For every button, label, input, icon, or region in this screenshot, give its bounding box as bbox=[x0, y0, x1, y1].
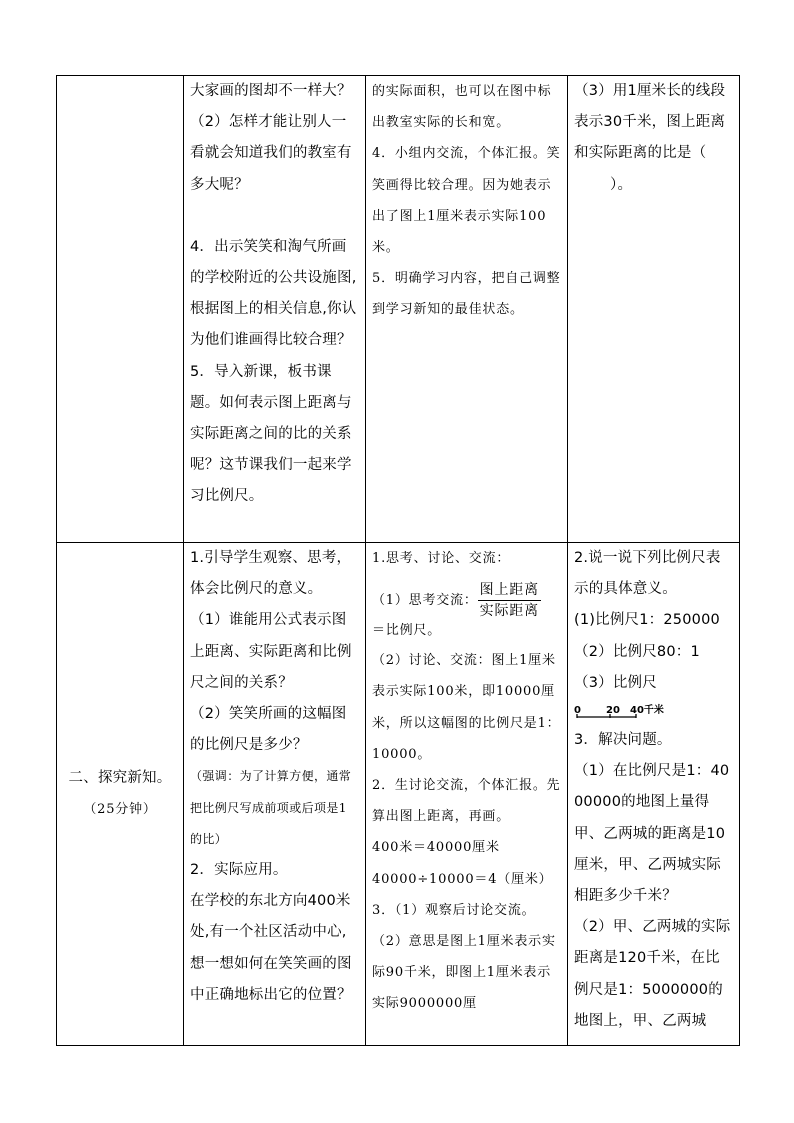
student-text: （2）讨论、交流：图上1厘米表示实际100米，即10000厘米，所以这幅图的比例尺是1：10000。 bbox=[372, 653, 561, 762]
fraction-denominator: 实际距离 bbox=[479, 603, 539, 620]
teacher-text: （2）怎样才能让别人一看就会知道我们的教室有多大呢？ bbox=[190, 114, 352, 193]
exercise-text: （2）比例尺80：1 bbox=[574, 643, 700, 660]
teacher-activity-cell bbox=[184, 543, 366, 1046]
formula-prefix: （1）思考交流： bbox=[372, 593, 478, 609]
table-row bbox=[57, 543, 740, 1046]
student-text: 400米＝40000厘米 bbox=[372, 840, 500, 856]
exercise-text-b: ）。 bbox=[610, 176, 633, 193]
stage-name: 二、探究新知。 bbox=[68, 769, 172, 786]
exercise-text-a: （3）用1厘米长的线段表示30千米，图上距离和实际距离的比是（ bbox=[574, 83, 726, 162]
exercise-cell bbox=[568, 76, 740, 543]
exercise-text: （3）比例尺 bbox=[574, 674, 657, 691]
exercise-text bbox=[574, 76, 733, 201]
line-scale bbox=[574, 699, 733, 725]
teacher-text: 在学校的东北方向400米处,有一个社区活动中心,想一想如何在笑笑画的图中正确地标出它的位置？ bbox=[190, 893, 352, 1003]
exercise-text: 3．解决问题。 bbox=[574, 732, 672, 749]
exercise-cell bbox=[568, 543, 740, 1046]
formula-line bbox=[372, 574, 561, 645]
student-activity-cell bbox=[366, 543, 568, 1046]
scale-label-0: 0 bbox=[574, 705, 581, 717]
scale-label-20: 20 bbox=[606, 705, 620, 717]
student-text: 1.思考、讨论、交流： bbox=[372, 551, 511, 566]
teacher-text: 5．导入新课，板书课题。如何表示图上距离与实际距离之间的比的关系呢？这节课我们一起来学习比例尺。 bbox=[190, 363, 352, 505]
spacer bbox=[190, 201, 359, 232]
student-text: 3．（1）观察后讨论交流。 bbox=[372, 902, 536, 918]
teacher-text: 1.引导学生观察、思考，体会比例尺的意义。 bbox=[190, 550, 352, 598]
exercise-text: (1)比例尺1：250000 bbox=[574, 612, 720, 629]
student-text: 5．明确学习内容，把自己调整到学习新知的最佳状态。 bbox=[372, 271, 561, 318]
table-row bbox=[57, 76, 740, 543]
exercise-text: （2）甲、乙两城的实际距离是120千米，在比例尺是1：5000000的地图上，甲、乙两城 bbox=[574, 919, 731, 1029]
teacher-text: 2．实际应用。 bbox=[190, 862, 288, 879]
student-text: 2．生讨论交流，个体汇报。先算出图上距离，再画。 bbox=[372, 778, 561, 825]
student-activity-cell bbox=[366, 76, 568, 543]
exercise-text: 2.说一说下列比例尺表示的具体意义。 bbox=[574, 550, 721, 598]
student-text: （2）意思是图上1厘米表示实际90千米，即图上1厘米表示实际9000000厘 bbox=[372, 934, 556, 1012]
teacher-text: （1）谁能用公式表示图上距离、实际距离和比例尺之间的关系？ bbox=[190, 612, 352, 691]
teacher-text: 4．出示笑笑和淘气所画的学校附近的公共设施图,根据图上的相关信息,你认为他们谁画得比较合理？ bbox=[190, 238, 357, 349]
student-text: 的实际面积，也可以在图中标出教室实际的长和宽。 bbox=[372, 84, 552, 131]
student-text: 40000÷10000＝4（厘米） bbox=[372, 871, 553, 887]
stage-cell bbox=[57, 543, 184, 1046]
teacher-text: 大家画的图却不一样大？ bbox=[190, 83, 352, 99]
scale-label-40: 40千米 bbox=[630, 705, 664, 717]
stage-time: （25分钟） bbox=[83, 802, 157, 817]
lesson-plan-table bbox=[56, 75, 740, 1046]
line-scale-graphic bbox=[574, 703, 684, 725]
student-text: 4．小组内交流，个体汇报。笑笑画得比较合理。因为她表示出了图上1厘米表示实际100米。 bbox=[372, 146, 561, 256]
teacher-text: （2）笑笑所画的这幅图的比例尺是多少？ bbox=[190, 706, 347, 754]
teacher-activity-cell bbox=[184, 76, 366, 543]
fraction bbox=[478, 580, 541, 621]
fraction-numerator: 图上距离 bbox=[478, 580, 541, 601]
stage-cell-empty bbox=[57, 76, 184, 543]
teacher-note: （强调：为了计算方便，通常把比例尺写成前项或后项是1的比） bbox=[190, 769, 352, 846]
exercise-text: （1）在比例尺是1：4000000的地图上量得甲、乙两城的距离是10厘米，甲、乙两城实际相距多少千米？ bbox=[574, 763, 730, 905]
formula-suffix: ＝比例尺。 bbox=[372, 623, 442, 639]
